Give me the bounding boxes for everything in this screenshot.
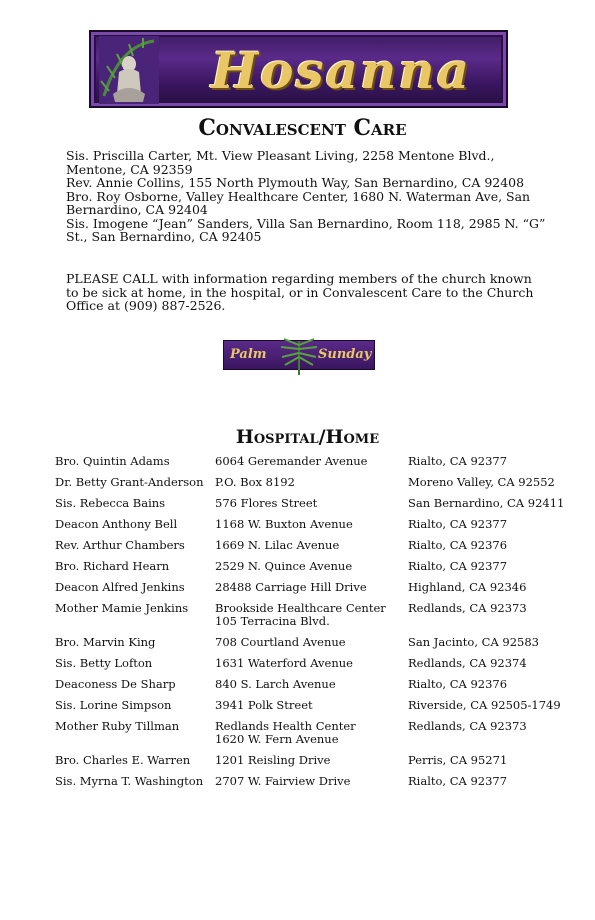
table-row (55, 636, 575, 649)
address-line: 6064 Geremander Avenue (215, 454, 368, 468)
address-line-2: 105 Terracina Blvd. (215, 614, 330, 628)
member-city: Riverside, CA 92505-1749 (408, 698, 561, 712)
member-address (215, 581, 408, 594)
member-address (215, 455, 408, 468)
member-city: Rialto, CA 92376 (408, 677, 508, 691)
resident-entry: Rev. Annie Collins, 155 North Plymouth Way, San Bernardino, CA 92408 (66, 175, 525, 190)
member-name: Sis. Lorine Simpson (55, 698, 172, 712)
address-line: Brookside Healthcare Center (215, 601, 386, 615)
call-notice: PLEASE CALL with information regarding members of the church known to be sick at home, in the hospital, or in Convalescent Care to the Church Office at (909) 887-2526. (66, 271, 534, 313)
member-name: Deaconess De Sharp (55, 677, 176, 691)
address-line: 3941 Polk Street (215, 698, 313, 712)
hosanna-banner (89, 30, 508, 108)
member-address (215, 539, 408, 552)
member-address (215, 657, 408, 670)
member-city: Highland, CA 92346 (408, 580, 527, 594)
member-address (215, 699, 408, 712)
member-name: Bro. Richard Hearn (55, 559, 170, 573)
resident-entry: Sis. Priscilla Carter, Mt. View Pleasant Living, 2258 Mentone Blvd., Mentone, CA 92359 (66, 148, 495, 177)
address-line: Redlands Health Center (215, 719, 356, 733)
member-name: Mother Mamie Jenkins (55, 601, 189, 615)
table-row (55, 455, 575, 468)
table-row (55, 560, 575, 573)
rider-icon (99, 36, 159, 104)
member-city: Rialto, CA 92377 (408, 774, 508, 788)
member-name: Bro. Quintin Adams (55, 454, 170, 468)
member-city: Moreno Valley, CA 92552 (408, 475, 555, 489)
table-row (55, 518, 575, 531)
member-address (215, 518, 408, 531)
table-row (55, 497, 575, 510)
member-city: Rialto, CA 92377 (408, 559, 508, 573)
address-line: 1201 Reisling Drive (215, 753, 331, 767)
member-name: Sis. Betty Lofton (55, 656, 153, 670)
member-name: Mother Ruby Tillman (55, 719, 180, 733)
table-row (55, 657, 575, 670)
member-name: Sis. Myrna T. Washington (55, 774, 204, 788)
table-row (55, 539, 575, 552)
address-line: P.O. Box 8192 (215, 475, 295, 489)
palm-sunday-graphic (223, 340, 375, 370)
member-address (215, 775, 408, 788)
member-name: Deacon Alfred Jenkins (55, 580, 185, 594)
hospital-table (55, 455, 575, 788)
member-name: Bro. Marvin King (55, 635, 156, 649)
sunday-word: Sunday (318, 347, 372, 362)
address-line: 2707 W. Fairview Drive (215, 774, 351, 788)
member-city: Rialto, CA 92376 (408, 538, 508, 552)
member-name: Dr. Betty Grant-Anderson (55, 475, 204, 489)
member-name: Rev. Arthur Chambers (55, 538, 185, 552)
member-city: Redlands, CA 92373 (408, 719, 527, 733)
member-city: Redlands, CA 92374 (408, 656, 527, 670)
member-address (215, 560, 408, 573)
member-city: Rialto, CA 92377 (408, 454, 508, 468)
member-address (215, 636, 408, 649)
banner-title: Hosanna (210, 40, 472, 100)
address-line: 576 Flores Street (215, 496, 318, 510)
resident-entry: Sis. Imogene “Jean” Sanders, Villa San Bernardino, Room 118, 2985 N. “G” St., San Bernardino, CA 92405 (66, 215, 546, 244)
member-city: Redlands, CA 92373 (408, 601, 527, 615)
table-row (55, 678, 575, 691)
hospital-heading: Hospital/Home (235, 426, 380, 448)
member-address (215, 497, 408, 510)
table-row (55, 699, 575, 712)
table-row (55, 476, 575, 489)
address-line: 1168 W. Buxton Avenue (215, 517, 353, 531)
address-line: 1631 Waterford Avenue (215, 656, 353, 670)
table-row (55, 754, 575, 767)
member-address (215, 754, 408, 767)
table-row (55, 602, 575, 628)
table-row (55, 720, 575, 746)
palm-word: Palm (230, 347, 267, 362)
member-name: Bro. Charles E. Warren (55, 753, 191, 767)
member-address (215, 678, 408, 691)
address-line: 840 S. Larch Avenue (215, 677, 336, 691)
address-line-2: 1620 W. Fern Avenue (215, 732, 339, 746)
address-line: 1669 N. Lilac Avenue (215, 538, 340, 552)
member-address (215, 720, 408, 746)
member-city: San Jacinto, CA 92583 (408, 635, 539, 649)
table-row (55, 775, 575, 788)
address-line: 708 Courtland Avenue (215, 635, 346, 649)
convalescent-heading: Convalescent Care (198, 115, 407, 141)
address-line: 2529 N. Quince Avenue (215, 559, 353, 573)
member-address (215, 602, 408, 628)
resident-entry: Bro. Roy Osborne, Valley Healthcare Center, 1680 N. Waterman Ave, San Bernardino, CA 92404 (66, 188, 531, 217)
member-name: Sis. Rebecca Bains (55, 496, 166, 510)
address-line: 28488 Carriage Hill Drive (215, 580, 367, 594)
palm-leaf-icon (276, 335, 322, 375)
convalescent-list (66, 149, 548, 244)
member-name: Deacon Anthony Bell (55, 517, 178, 531)
member-city: Rialto, CA 92377 (408, 517, 508, 531)
member-city: Perris, CA 95271 (408, 753, 508, 767)
table-row (55, 581, 575, 594)
member-address (215, 476, 408, 489)
member-city: San Bernardino, CA 92411 (408, 496, 565, 510)
